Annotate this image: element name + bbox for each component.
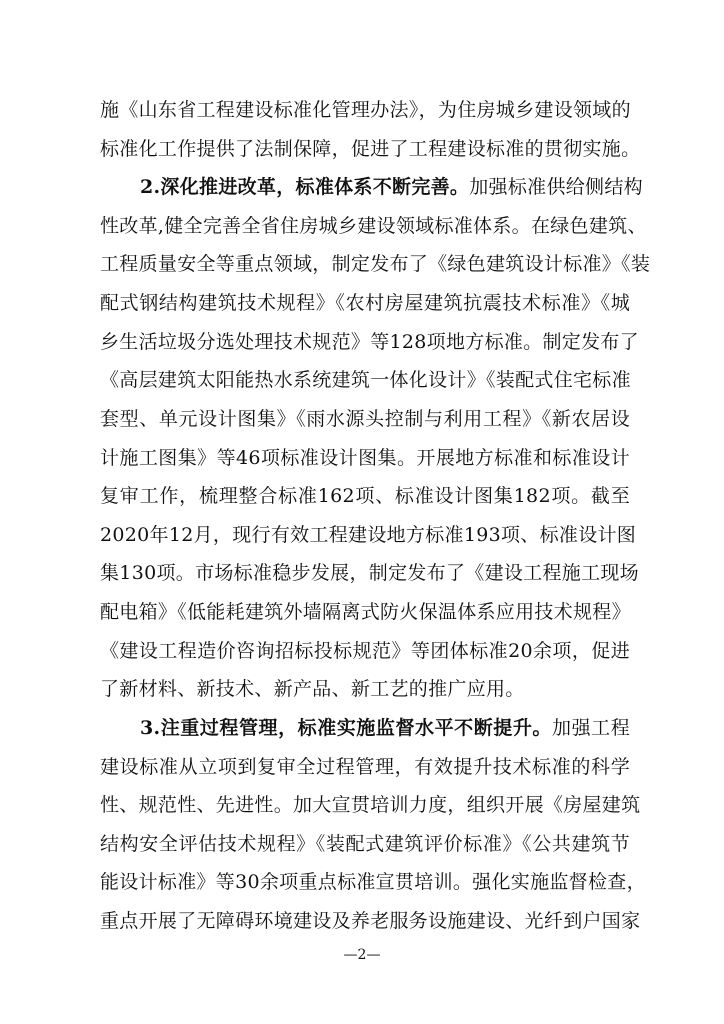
section-heading: 3.注重过程管理，标准实施监督水平不断提升。 [140,717,553,739]
text-line: 套型、单元设计图集》《雨水源头控制与利用工程》《新农居设 [100,408,630,430]
text-line: 《高层建筑太阳能热水系统建筑一体化设计》《装配式住宅标准 [100,369,631,391]
text-line: 了新材料、新技术、新产品、新工艺的推广应用。 [100,678,525,700]
section-heading: 2.深化推进改革，标准体系不断完善。 [140,176,470,198]
text-line: 性、规范性、先进性。加大宣贯培训力度，组织开展《房屋建筑 [100,794,641,816]
section-heading-line: 2.深化推进改革，标准体系不断完善。加强标准供给侧结构 [140,176,643,198]
text-line: 2020年12月，现行有效工程建设地方标准193项、标准设计图 [100,524,637,546]
text-line: 工程质量安全等重点领域，制定发布了《绿色建筑设计标准》《装 [100,253,651,275]
text-line: 计施工图集》等46项标准设计图集。开展地方标准和标准设计 [100,447,630,469]
page-number: —2— [343,947,381,963]
text-line: 乡生活垃圾分选处理技术规范》等128项地方标准。制定发布了 [100,331,639,353]
text-line: 重点开展了无障碍环境建设及养老服务设施建设、光纤到户国家 [100,910,641,932]
text-line: 配式钢结构建筑技术规程》《农村房屋建筑抗震技术标准》《城 [100,292,630,314]
text-line: 《建设工程造价咨询招标投标规范》等团体标准20余项，促进 [100,640,630,662]
text-line: 施《山东省工程建设标准化管理办法》，为住房城乡建设领域的 [100,99,631,121]
text-line: 能设计标准》等30余项重点标准宣贯培训。强化实施监督检查， [100,871,646,893]
text-line: 建设标准从立项到复审全过程管理，有效提升技术标准的科学 [100,756,630,778]
text-line: 复审工作，梳理整合标准162项、标准设计图集182项。截至 [100,485,630,507]
text-line: 集130项。市场标准稳步发展，制定发布了《建设工程施工现场 [100,562,639,584]
section-heading-line: 3.注重过程管理，标准实施监督水平不断提升。加强工程 [140,717,631,739]
text-line: 结构安全评估技术规程》《装配式建筑评价标准》《公共建筑节 [100,833,630,855]
text-line: 性改革,健全完善全省住房城乡建设领域标准体系。在绿色建筑、 [100,215,647,237]
text-line: 配电箱》《低能耗建筑外墙隔离式防火保温体系应用技术规程》 [100,601,631,623]
text-line: 标准化工作提供了法制保障，促进了工程建设标准的贯彻实施。 [100,138,641,160]
